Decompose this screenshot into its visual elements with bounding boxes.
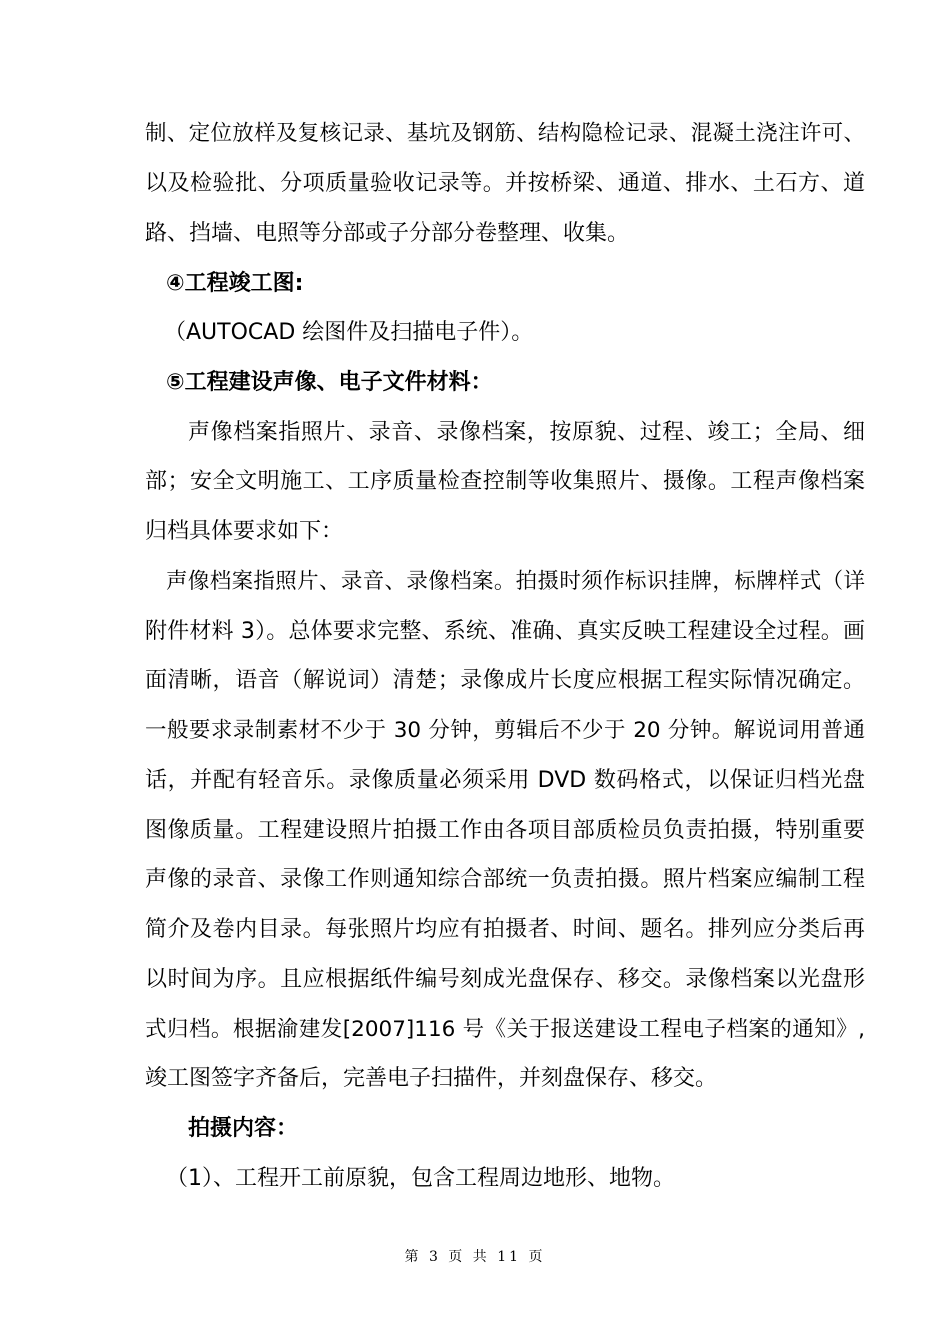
paragraph-line: 简介及卷内目录。每张照片均应有拍摄者、时间、题名。排列应分类后再 (145, 917, 865, 942)
page-number-footer: 第 3 页 共 11 页 (404, 1249, 546, 1265)
paragraph-line: 图像质量。工程建设照片拍摄工作由各项目部质检员负责拍摄，特别重要 (145, 818, 865, 843)
paragraph-line: （AUTOCAD 绘图件及扫描电子件）。 (164, 320, 534, 345)
paragraph-line: 归档具体要求如下： (145, 519, 344, 544)
paragraph-line: 一般要求录制素材不少于 30 分钟，剪辑后不少于 20 分钟。解说词用普通 (145, 718, 865, 743)
section-heading-shooting-content: 拍摄内容： (188, 1116, 299, 1141)
paragraph-line: 式归档。根据渝建发[2007]116 号《关于报送建设工程电子档案的通知》, (145, 1017, 865, 1042)
paragraph-line: 话，并配有轻音乐。录像质量必须采用 DVD 数码格式，以保证归档光盘 (145, 768, 865, 793)
paragraph-line: 部；安全文明施工、工序质量检查控制等收集照片、摄像。工程声像档案 (145, 469, 865, 494)
paragraph-line: 以及检验批、分项质量验收记录等。并按桥梁、通道、排水、土石方、道 (145, 171, 865, 196)
paragraph-line: 制、定位放样及复核记录、基坑及钢筋、结构隐检记录、混凝土浇注许可、 (145, 121, 865, 146)
section-heading-audio-video-materials: ⑤工程建设声像、电子文件材料： (166, 370, 493, 395)
paragraph-line: 以时间为序。且应根据纸件编号刻成光盘保存、移交。录像档案以光盘形 (145, 967, 865, 992)
paragraph-line: 声像档案指照片、录音、录像档案，按原貌、过程、竣工；全局、细 (188, 420, 865, 445)
paragraph-line: 路、挡墙、电照等分部或子分部分卷整理、收集。 (145, 221, 630, 246)
section-heading-completion-drawings: ④工程竣工图: (166, 271, 304, 296)
paragraph-line: 附件材料 3）。总体要求完整、系统、准确、真实反映工程建设全过程。画 (145, 619, 865, 644)
paragraph-line: 声像档案指照片、录音、录像档案。拍摄时须作标识挂牌，标牌样式（详 (166, 569, 865, 594)
paragraph-line: 声像的录音、录像工作则通知综合部统一负责拍摄。照片档案应编制工程 (145, 867, 865, 892)
paragraph-line: 面清晰，语音（解说词）清楚；录像成片长度应根据工程实际情况确定。 (145, 668, 865, 693)
paragraph-line: 竣工图签字齐备后，完善电子扫描件，并刻盘保存、移交。 (145, 1066, 718, 1091)
list-item: （1）、工程开工前原貌，包含工程周边地形、地物。 (166, 1166, 675, 1191)
